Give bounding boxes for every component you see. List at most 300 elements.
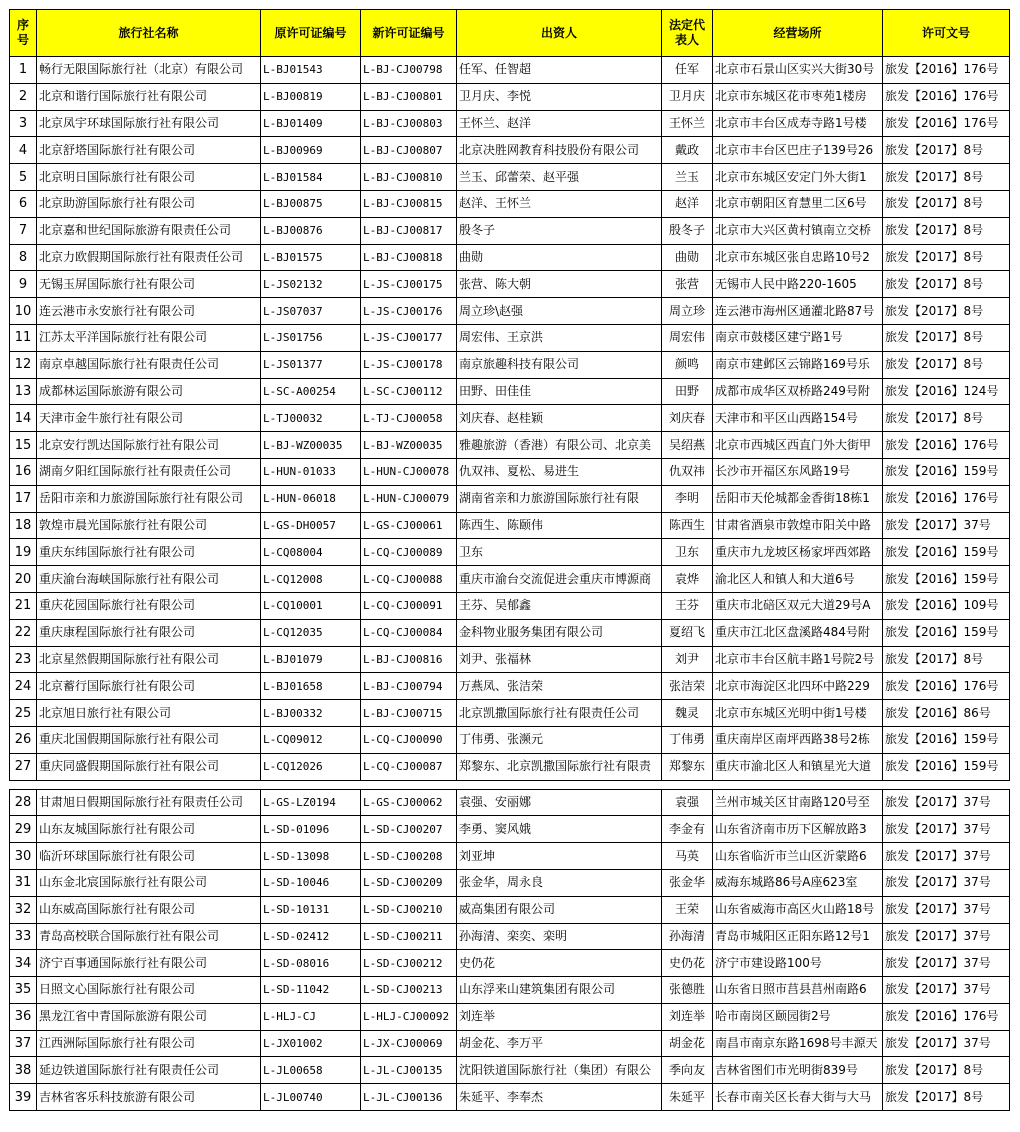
table-row [10,646,1010,673]
cell-new-license: L-CQ-CJ00089 [361,539,457,566]
cell-new-license: L-CQ-CJ00090 [361,726,457,753]
cell-permit: 旅发【2017】37号 [883,977,1010,1004]
cell-address: 成都市成华区双桥路249号附 [713,378,883,405]
cell-old-license: L-BJ00332 [261,700,361,727]
cell-new-license: L-HLJ-CJ00092 [361,1003,457,1030]
table-row [10,351,1010,378]
cell-old-license: L-BJ00876 [261,217,361,244]
cell-old-license: L-SD-01096 [261,816,361,843]
cell-investor: 刘连举 [457,1003,662,1030]
cell-old-license: L-BJ01658 [261,673,361,700]
table-row [10,83,1010,110]
cell-legal-rep: 刘庆春 [662,405,713,432]
cell-new-license: L-SD-CJ00208 [361,843,457,870]
cell-old-license: L-BJ01543 [261,57,361,84]
header-investor: 出资人 [457,10,662,57]
cell-investor: 刘庆春、赵桂颖 [457,405,662,432]
table-row [10,789,1010,816]
cell-address: 重庆市北碚区双元大道29号A [713,592,883,619]
cell-permit: 旅发【2017】37号 [883,512,1010,539]
cell-new-license: L-BJ-CJ00807 [361,137,457,164]
cell-investor: 史仍花 [457,950,662,977]
cell-agency-name: 重庆同盛假期国际旅行社有限公司 [37,753,261,780]
cell-address: 山东省临沂市兰山区沂蒙路6 [713,843,883,870]
cell-legal-rep: 颜鸣 [662,351,713,378]
header-address: 经营场所 [713,10,883,57]
table-row [10,137,1010,164]
cell-agency-name: 岳阳市亲和力旅游国际旅行社有限公司 [37,485,261,512]
cell-address: 威海东城路86号A座623室 [713,869,883,896]
cell-permit: 旅发【2017】8号 [883,324,1010,351]
table-row [10,726,1010,753]
cell-seq: 32 [10,896,37,923]
cell-new-license: L-SD-CJ00207 [361,816,457,843]
cell-seq: 4 [10,137,37,164]
cell-agency-name: 济宁百事通国际旅行社有限公司 [37,950,261,977]
table-row [10,485,1010,512]
cell-permit: 旅发【2016】159号 [883,539,1010,566]
cell-investor: 孙海清、栾奕、栾明 [457,923,662,950]
cell-legal-rep: 刘连举 [662,1003,713,1030]
gap-cell [10,780,1010,789]
cell-new-license: L-BJ-CJ00798 [361,57,457,84]
cell-legal-rep: 张营 [662,271,713,298]
cell-seq: 11 [10,324,37,351]
cell-investor: 刘尹、张福林 [457,646,662,673]
cell-investor: 陈西生、陈颐伟 [457,512,662,539]
cell-legal-rep: 袁强 [662,789,713,816]
cell-agency-name: 北京嘉和世纪国际旅游有限责任公司 [37,217,261,244]
cell-address: 北京市朝阳区育慧里二区6号 [713,190,883,217]
cell-new-license: L-BJ-CJ00801 [361,83,457,110]
cell-permit: 旅发【2017】8号 [883,137,1010,164]
cell-old-license: L-JL00740 [261,1084,361,1111]
cell-permit: 旅发【2016】159号 [883,726,1010,753]
table-row [10,217,1010,244]
cell-new-license: L-BJ-CJ00794 [361,673,457,700]
header-seq: 序号 [10,10,37,57]
cell-new-license: L-CQ-CJ00091 [361,592,457,619]
cell-new-license: L-CQ-CJ00084 [361,619,457,646]
cell-legal-rep: 张金华 [662,869,713,896]
cell-permit: 旅发【2017】8号 [883,164,1010,191]
cell-legal-rep: 陈西生 [662,512,713,539]
cell-new-license: L-TJ-CJ00058 [361,405,457,432]
cell-new-license: L-CQ-CJ00088 [361,566,457,593]
cell-legal-rep: 魏灵 [662,700,713,727]
cell-seq: 33 [10,923,37,950]
cell-seq: 17 [10,485,37,512]
cell-address: 连云港市海州区通灌北路87号 [713,298,883,325]
cell-new-license: L-JS-CJ00175 [361,271,457,298]
header-new-license: 新许可证编号 [361,10,457,57]
cell-seq: 35 [10,977,37,1004]
cell-investor: 王芬、吴郁鑫 [457,592,662,619]
cell-permit: 旅发【2017】8号 [883,646,1010,673]
cell-investor: 张营、陈大朝 [457,271,662,298]
cell-address: 济宁市建设路100号 [713,950,883,977]
cell-legal-rep: 卫东 [662,539,713,566]
table-row [10,458,1010,485]
cell-agency-name: 无锡玉屏国际旅行社有限公司 [37,271,261,298]
cell-legal-rep: 仇双祎 [662,458,713,485]
cell-old-license: L-CQ10001 [261,592,361,619]
table-row [10,298,1010,325]
cell-investor: 沈阳铁道国际旅行社（集团）有限公 [457,1057,662,1084]
header-permit: 许可文号 [883,10,1010,57]
cell-legal-rep: 张洁荣 [662,673,713,700]
cell-old-license: L-BJ-WZ00035 [261,432,361,459]
cell-old-license: L-SD-08016 [261,950,361,977]
cell-new-license: L-BJ-CJ00817 [361,217,457,244]
cell-agency-name: 成都林运国际旅游有限公司 [37,378,261,405]
cell-legal-rep: 赵洋 [662,190,713,217]
cell-investor: 王怀兰、赵洋 [457,110,662,137]
cell-investor: 胡金花、李万平 [457,1030,662,1057]
cell-address: 北京市东城区光明中街1号楼 [713,700,883,727]
cell-permit: 旅发【2016】159号 [883,753,1010,780]
cell-permit: 旅发【2016】159号 [883,619,1010,646]
cell-investor: 田野、田佳佳 [457,378,662,405]
cell-agency-name: 南京卓越国际旅行社有限责任公司 [37,351,261,378]
table-row [10,1030,1010,1057]
table-row [10,190,1010,217]
cell-address: 山东省济南市历下区解放路3 [713,816,883,843]
cell-investor: 刘亚坤 [457,843,662,870]
cell-agency-name: 北京力欧假期国际旅行社有限责任公司 [37,244,261,271]
cell-legal-rep: 丁伟勇 [662,726,713,753]
cell-old-license: L-CQ08004 [261,539,361,566]
cell-permit: 旅发【2017】8号 [883,217,1010,244]
cell-address: 北京市西城区西直门外大街甲 [713,432,883,459]
cell-address: 山东省威海市高区火山路18号 [713,896,883,923]
cell-legal-rep: 卫月庆 [662,83,713,110]
cell-seq: 7 [10,217,37,244]
cell-legal-rep: 王芬 [662,592,713,619]
cell-permit: 旅发【2017】8号 [883,271,1010,298]
cell-new-license: L-CQ-CJ00087 [361,753,457,780]
cell-address: 长春市南关区长春大街与大马 [713,1084,883,1111]
cell-old-license: L-HLJ-CJ [261,1003,361,1030]
cell-investor: 张金华，周永良 [457,869,662,896]
cell-agency-name: 畅行无限国际旅行社（北京）有限公司 [37,57,261,84]
cell-agency-name: 北京旭日旅行社有限公司 [37,700,261,727]
cell-address: 北京市东城区张自忠路10号2 [713,244,883,271]
table-row [10,164,1010,191]
cell-legal-rep: 王怀兰 [662,110,713,137]
cell-address: 重庆市江北区盘溪路484号附 [713,619,883,646]
cell-legal-rep: 兰玉 [662,164,713,191]
cell-investor: 任军、任智超 [457,57,662,84]
cell-legal-rep: 郑黎东 [662,753,713,780]
cell-seq: 12 [10,351,37,378]
cell-legal-rep: 任军 [662,57,713,84]
cell-old-license: L-JL00658 [261,1057,361,1084]
cell-address: 重庆市渝北区人和镇星光大道 [713,753,883,780]
cell-address: 南京市建邺区云锦路169号乐 [713,351,883,378]
cell-permit: 旅发【2017】8号 [883,190,1010,217]
cell-old-license: L-CQ12026 [261,753,361,780]
cell-permit: 旅发【2016】176号 [883,83,1010,110]
cell-seq: 10 [10,298,37,325]
cell-agency-name: 山东友城国际旅行社有限公司 [37,816,261,843]
cell-seq: 15 [10,432,37,459]
header-row [10,10,1010,57]
cell-new-license: L-GS-CJ00062 [361,789,457,816]
cell-investor: 朱延平、李奉杰 [457,1084,662,1111]
cell-legal-rep: 胡金花 [662,1030,713,1057]
cell-address: 长沙市开福区东风路19号 [713,458,883,485]
cell-permit: 旅发【2017】37号 [883,1030,1010,1057]
cell-legal-rep: 季向友 [662,1057,713,1084]
cell-new-license: L-SC-CJ00112 [361,378,457,405]
cell-agency-name: 天津市金牛旅行社有限公司 [37,405,261,432]
cell-seq: 6 [10,190,37,217]
cell-investor: 北京决胜网教育科技股份有限公司 [457,137,662,164]
cell-legal-rep: 周宏伟 [662,324,713,351]
cell-seq: 2 [10,83,37,110]
header-legal-rep: 法定代表人 [662,10,713,57]
table-row [10,923,1010,950]
cell-address: 青岛市城阳区正阳东路12号1 [713,923,883,950]
table-row [10,566,1010,593]
cell-legal-rep: 朱延平 [662,1084,713,1111]
cell-new-license: L-JS-CJ00177 [361,324,457,351]
cell-investor: 兰玉、邱蕾荣、赵平强 [457,164,662,191]
cell-seq: 27 [10,753,37,780]
cell-agency-name: 甘肃旭日假期国际旅行社有限责任公司 [37,789,261,816]
cell-investor: 金科物业服务集团有限公司 [457,619,662,646]
table-row [10,539,1010,566]
cell-permit: 旅发【2017】37号 [883,869,1010,896]
cell-agency-name: 青岛高校联合国际旅行社有限公司 [37,923,261,950]
cell-seq: 14 [10,405,37,432]
cell-seq: 29 [10,816,37,843]
table-row [10,1084,1010,1111]
cell-investor: 卫东 [457,539,662,566]
cell-address: 山东省日照市莒县莒州南路6 [713,977,883,1004]
cell-new-license: L-JL-CJ00136 [361,1084,457,1111]
cell-old-license: L-BJ00875 [261,190,361,217]
cell-legal-rep: 殷冬子 [662,217,713,244]
cell-seq: 39 [10,1084,37,1111]
table-row [10,896,1010,923]
cell-new-license: L-BJ-CJ00815 [361,190,457,217]
cell-investor: 郑黎东、北京凯撒国际旅行社有限责 [457,753,662,780]
header-name: 旅行社名称 [37,10,261,57]
cell-old-license: L-SD-11042 [261,977,361,1004]
cell-permit: 旅发【2017】37号 [883,789,1010,816]
cell-agency-name: 江西洲际国际旅行社有限公司 [37,1030,261,1057]
cell-new-license: L-SD-CJ00209 [361,869,457,896]
cell-permit: 旅发【2017】8号 [883,244,1010,271]
cell-agency-name: 山东威高国际旅行社有限公司 [37,896,261,923]
cell-old-license: L-HUN-06018 [261,485,361,512]
cell-agency-name: 吉林省客乐科技旅游有限公司 [37,1084,261,1111]
cell-permit: 旅发【2017】37号 [883,816,1010,843]
cell-seq: 23 [10,646,37,673]
cell-permit: 旅发【2017】8号 [883,1057,1010,1084]
cell-agency-name: 北京凤宇环球国际旅行社有限公司 [37,110,261,137]
cell-old-license: L-BJ01079 [261,646,361,673]
table-row [10,324,1010,351]
cell-old-license: L-SD-10131 [261,896,361,923]
cell-permit: 旅发【2017】8号 [883,351,1010,378]
cell-seq: 20 [10,566,37,593]
cell-address: 天津市和平区山西路154号 [713,405,883,432]
cell-address: 北京市海淀区北四环中路229 [713,673,883,700]
cell-seq: 3 [10,110,37,137]
cell-new-license: L-HUN-CJ00078 [361,458,457,485]
cell-old-license: L-JS07037 [261,298,361,325]
cell-permit: 旅发【2017】8号 [883,298,1010,325]
cell-investor: 北京凯撒国际旅行社有限责任公司 [457,700,662,727]
table-body-b [10,789,1010,1111]
cell-seq: 31 [10,869,37,896]
cell-investor: 湖南省亲和力旅游国际旅行社有限 [457,485,662,512]
cell-permit: 旅发【2016】176号 [883,432,1010,459]
cell-seq: 21 [10,592,37,619]
cell-permit: 旅发【2016】176号 [883,57,1010,84]
cell-investor: 万燕凤、张洁荣 [457,673,662,700]
cell-new-license: L-SD-CJ00212 [361,950,457,977]
cell-agency-name: 山东金北宸国际旅行社有限公司 [37,869,261,896]
cell-address: 北京市丰台区航丰路1号院2号 [713,646,883,673]
table-row [10,1057,1010,1084]
cell-seq: 8 [10,244,37,271]
cell-agency-name: 湖南夕阳红国际旅行社有限责任公司 [37,458,261,485]
table-row [10,57,1010,84]
cell-new-license: L-JX-CJ00069 [361,1030,457,1057]
cell-agency-name: 重庆东纬国际旅行社有限公司 [37,539,261,566]
cell-agency-name: 北京星然假期国际旅行社有限公司 [37,646,261,673]
cell-legal-rep: 周立珍 [662,298,713,325]
table-row [10,512,1010,539]
cell-legal-rep: 袁烨 [662,566,713,593]
cell-old-license: L-JS02132 [261,271,361,298]
cell-old-license: L-BJ01409 [261,110,361,137]
table-row [10,592,1010,619]
cell-agency-name: 敦煌市晨光国际旅行社有限公司 [37,512,261,539]
cell-new-license: L-BJ-CJ00715 [361,700,457,727]
cell-permit: 旅发【2016】159号 [883,566,1010,593]
cell-permit: 旅发【2017】37号 [883,950,1010,977]
cell-seq: 28 [10,789,37,816]
cell-agency-name: 北京明日国际旅行社有限公司 [37,164,261,191]
cell-investor: 雅趣旅游（香港）有限公司、北京美 [457,432,662,459]
cell-new-license: L-JS-CJ00178 [361,351,457,378]
cell-old-license: L-SD-13098 [261,843,361,870]
cell-investor: 仇双祎、夏松、易进生 [457,458,662,485]
cell-seq: 24 [10,673,37,700]
cell-investor: 周宏伟、王京洪 [457,324,662,351]
cell-permit: 旅发【2017】37号 [883,843,1010,870]
cell-seq: 30 [10,843,37,870]
cell-permit: 旅发【2017】37号 [883,896,1010,923]
cell-address: 北京市丰台区巴庄子139号26 [713,137,883,164]
cell-seq: 9 [10,271,37,298]
license-table [9,9,1010,1111]
cell-seq: 26 [10,726,37,753]
table-row [10,432,1010,459]
cell-investor: 殷冬子 [457,217,662,244]
header-old-license: 原许可证编号 [261,10,361,57]
cell-old-license: L-JS01377 [261,351,361,378]
cell-new-license: L-BJ-CJ00810 [361,164,457,191]
cell-address: 北京市东城区花市枣苑1楼房 [713,83,883,110]
cell-legal-rep: 曲勋 [662,244,713,271]
cell-address: 兰州市城关区甘南路120号至 [713,789,883,816]
cell-new-license: L-BJ-CJ00816 [361,646,457,673]
cell-old-license: L-BJ00969 [261,137,361,164]
cell-permit: 旅发【2016】176号 [883,1003,1010,1030]
cell-legal-rep: 马英 [662,843,713,870]
cell-agency-name: 延边铁道国际旅行社有限责任公司 [37,1057,261,1084]
cell-legal-rep: 田野 [662,378,713,405]
cell-new-license: L-SD-CJ00213 [361,977,457,1004]
table-row [10,1003,1010,1030]
cell-permit: 旅发【2016】109号 [883,592,1010,619]
cell-investor: 重庆市渝台交流促进会重庆市博源商 [457,566,662,593]
cell-agency-name: 重庆渝台海峡国际旅行社有限公司 [37,566,261,593]
cell-seq: 22 [10,619,37,646]
cell-agency-name: 北京和谐行国际旅行社有限公司 [37,83,261,110]
cell-old-license: L-BJ00819 [261,83,361,110]
table-row [10,378,1010,405]
table-row [10,673,1010,700]
gap-body [10,780,1010,789]
license-table-sheet [9,9,1009,1111]
cell-agency-name: 北京安行凯达国际旅行社有限公司 [37,432,261,459]
cell-agency-name: 连云港市永安旅行社有限公司 [37,298,261,325]
cell-address: 南昌市南京东路1698号丰源天 [713,1030,883,1057]
cell-address: 北京市石景山区实兴大街30号 [713,57,883,84]
cell-agency-name: 日照文心国际旅行社有限公司 [37,977,261,1004]
cell-old-license: L-SC-A00254 [261,378,361,405]
table-body-a [10,57,1010,781]
cell-seq: 16 [10,458,37,485]
gap-row [10,780,1010,789]
cell-address: 北京市丰台区成寿寺路1号楼 [713,110,883,137]
cell-old-license: L-SD-02412 [261,923,361,950]
cell-permit: 旅发【2016】176号 [883,673,1010,700]
cell-seq: 5 [10,164,37,191]
cell-investor: 南京旅趣科技有限公司 [457,351,662,378]
cell-permit: 旅发【2017】8号 [883,1084,1010,1111]
cell-permit: 旅发【2016】86号 [883,700,1010,727]
cell-seq: 36 [10,1003,37,1030]
cell-permit: 旅发【2017】37号 [883,923,1010,950]
cell-new-license: L-SD-CJ00210 [361,896,457,923]
cell-legal-rep: 孙海清 [662,923,713,950]
cell-legal-rep: 夏绍飞 [662,619,713,646]
cell-investor: 威高集团有限公司 [457,896,662,923]
cell-old-license: L-CQ09012 [261,726,361,753]
table-row [10,405,1010,432]
table-row [10,619,1010,646]
cell-old-license: L-GS-LZ0194 [261,789,361,816]
cell-investor: 袁强、安丽娜 [457,789,662,816]
cell-old-license: L-BJ01575 [261,244,361,271]
cell-seq: 19 [10,539,37,566]
table-row [10,869,1010,896]
table-row [10,700,1010,727]
cell-legal-rep: 王荣 [662,896,713,923]
cell-permit: 旅发【2016】159号 [883,458,1010,485]
cell-address: 重庆市九龙坡区杨家坪西郊路 [713,539,883,566]
cell-address: 北京市东城区安定门外大街1 [713,164,883,191]
cell-new-license: L-SD-CJ00211 [361,923,457,950]
